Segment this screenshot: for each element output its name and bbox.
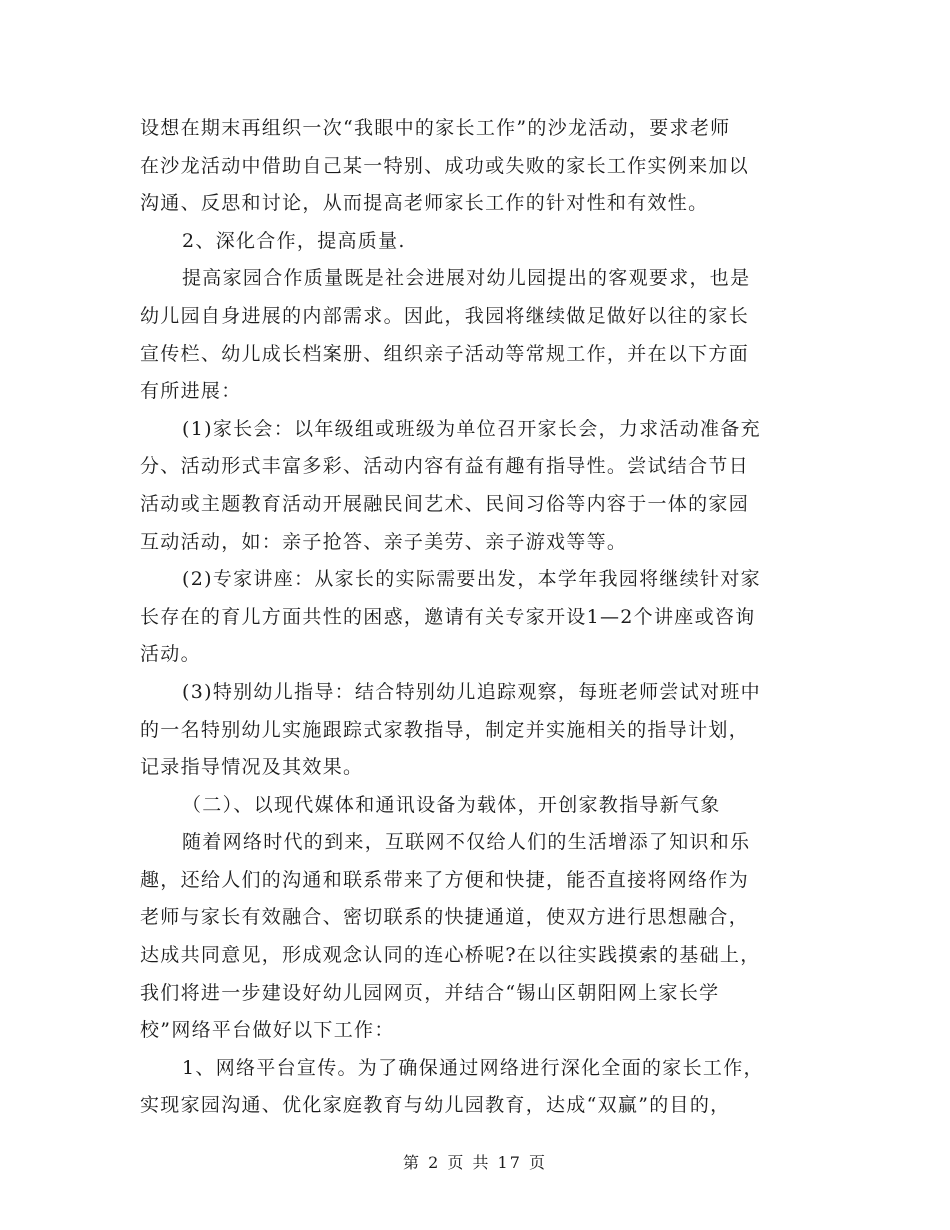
text-line: 提高家园合作质量既是社会进展对幼儿园提出的客观要求，也是 [182, 267, 751, 290]
document-body [140, 110, 820, 1125]
text-line: 1、网络平台宣传。为了确保通过网络进行深化全面的家长工作， [182, 1056, 764, 1079]
text-line: 校”网络平台做好以下工作： [140, 1019, 395, 1042]
text-line: 长存在的育儿方面共性的困惑，邀请有关专家开设1—2个讲座或咨询 [140, 605, 756, 628]
text-line: 设想在期末再组织一次“我眼中的家长工作”的沙龙活动，要求老师 [140, 117, 731, 139]
text-line: 互动活动，如：亲子抢答、亲子美劳、亲子游戏等等。 [140, 530, 628, 553]
text-line: 记录指导情况及其效果。 [140, 756, 364, 779]
text-line: 趣，还给人们的沟通和联系带来了方便和快捷，能否直接将网络作为 [140, 868, 750, 891]
text-line: 宣传栏、幼儿成长档案册、组织亲子活动等常规工作，并在以下方面 [140, 342, 750, 365]
text-line: (2)专家讲座：从家长的实际需要出发，本学年我园将继续针对家 [182, 568, 761, 591]
text-line: 有所进展： [140, 380, 242, 403]
text-line: (3)特别幼儿指导：结合特别幼儿追踪观察，每班老师尝试对班中 [182, 680, 761, 703]
text-line: 老师与家长有效融合、密切联系的快捷通道，使双方进行思想融合， [140, 906, 750, 929]
text-line: 达成共同意见，形成观念认同的连心桥呢?在以往实践摸索的基础上， [140, 944, 761, 967]
text-line: 2、深化合作，提高质量. [182, 229, 406, 252]
text-line: 在沙龙活动中借助自己某一特别、成功或失败的家长工作实例来加以 [140, 154, 750, 177]
text-line: 活动。 [140, 643, 201, 666]
text-line: 幼儿园自身进展的内部需求。因此，我园将继续做足做好以往的家长 [140, 304, 750, 327]
text-line: （二）、以现代媒体和通讯设备为载体，开创家教指导新气象 [182, 793, 721, 816]
text-line: 活动或主题教育活动开展融民间艺术、民间习俗等内容于一体的家园 [140, 492, 750, 515]
text-line: (1)家长会：以年级组或班级为单位召开家长会，力求活动准备充 [182, 417, 761, 440]
text-line: 随着网络时代的到来，互联网不仅给人们的生活增添了知识和乐 [182, 831, 751, 854]
page-footer: 第 2 页 共 17 页 [403, 1153, 547, 1172]
text-line: 的一名特别幼儿实施跟踪式家教指导，制定并实施相关的指导计划， [140, 718, 750, 741]
text-line: 分、活动形式丰富多彩、活动内容有益有趣有指导性。尝试结合节日 [140, 455, 750, 478]
text-line: 我们将进一步建设好幼儿园网页，并结合“锡山区朝阳网上家长学 [140, 981, 720, 1004]
text-line: 沟通、反思和讨论，从而提高老师家长工作的针对性和有效性。 [140, 192, 709, 215]
text-line: 实现家园沟通、优化家庭教育与幼儿园教育，达成“双赢”的目的， [140, 1094, 731, 1117]
